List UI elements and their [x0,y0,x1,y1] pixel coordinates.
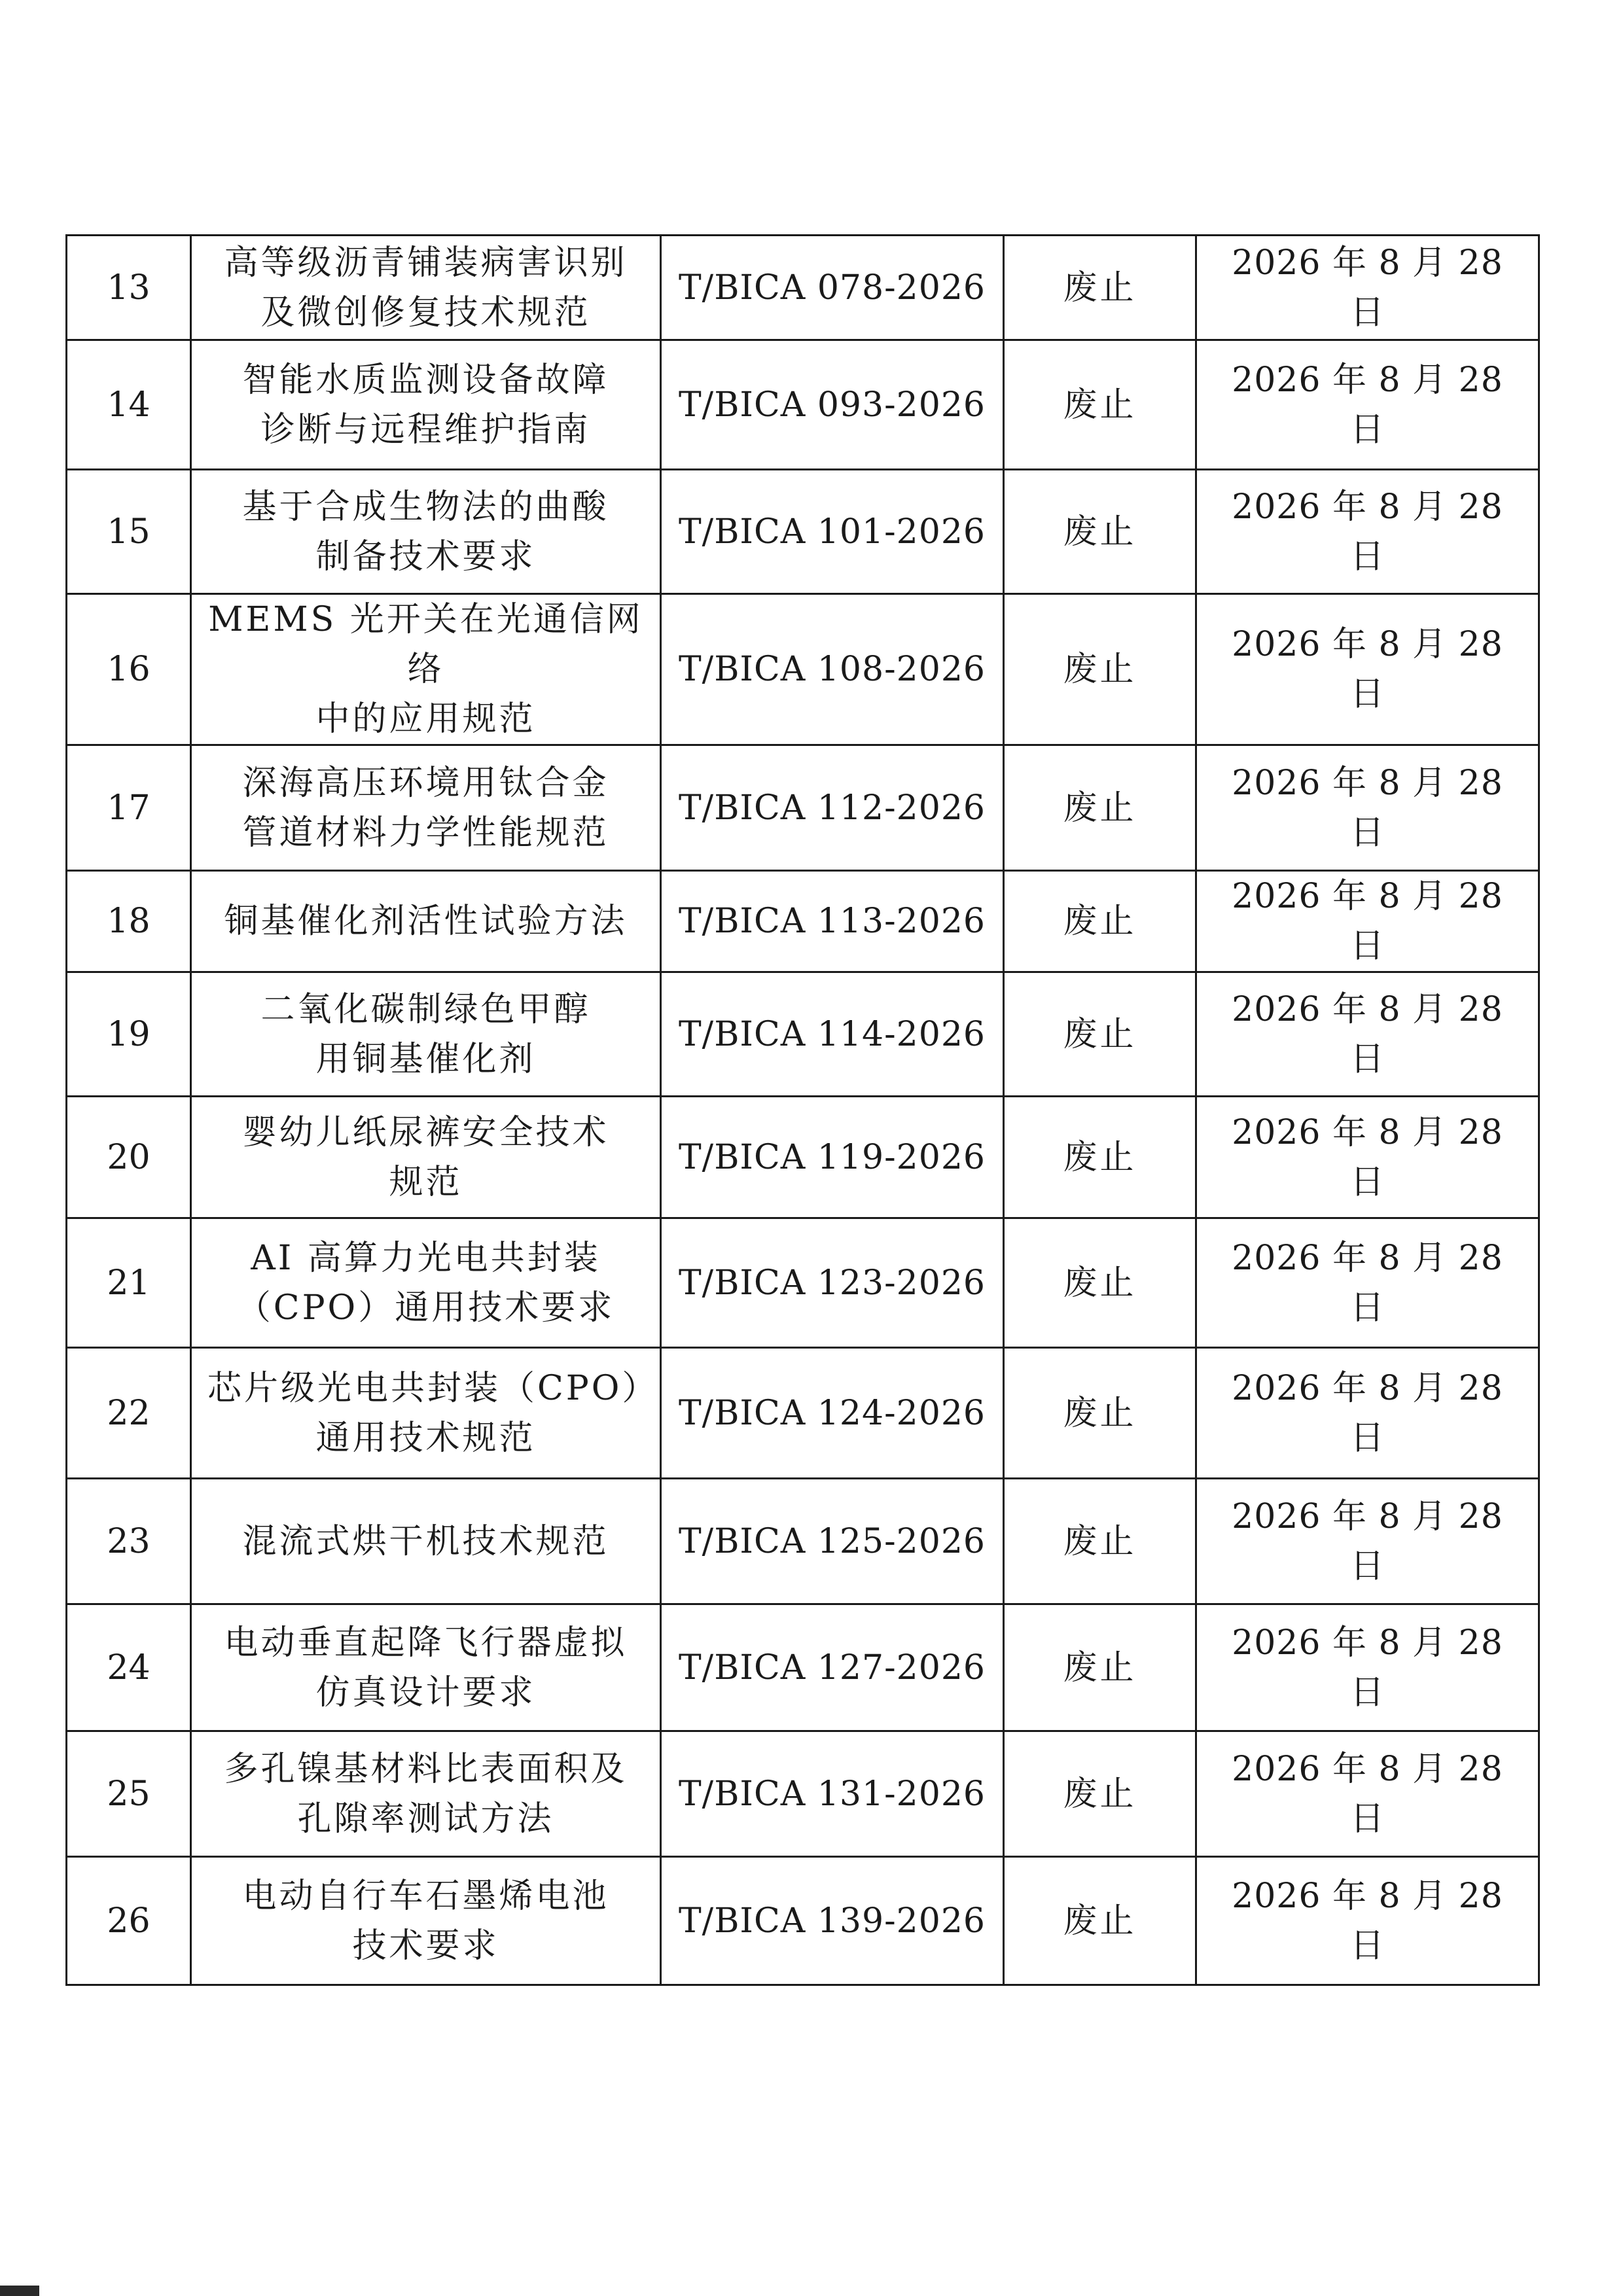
table-row [67,1857,1539,1985]
standard-code: T/BICA 119-2026 [661,1097,1004,1218]
effective-date: 2026 年 8 月 28 日 [1196,1097,1539,1218]
standard-status: 废止 [1004,1097,1196,1218]
standard-code: T/BICA 114-2026 [661,972,1004,1097]
effective-date: 2026 年 8 月 28 日 [1196,1731,1539,1857]
standard-name-line: 孔隙率测试方法 [297,1799,554,1839]
table-body [67,236,1539,1985]
standard-name-cell [191,1857,661,1985]
effective-date: 2026 年 8 月 28 日 [1196,470,1539,594]
standard-code: T/BICA 131-2026 [661,1731,1004,1857]
standard-name-line: 仿真设计要求 [315,1672,536,1712]
standard-code: T/BICA 123-2026 [661,1218,1004,1348]
standard-code: T/BICA 101-2026 [661,470,1004,594]
standard-status: 废止 [1004,1731,1196,1857]
standard-name-cell [191,1731,661,1857]
standard-name-cell [191,745,661,871]
row-number: 24 [67,1604,191,1731]
standard-name-cell [191,1479,661,1604]
standard-status: 废止 [1004,1218,1196,1348]
standard-name-cell [191,340,661,470]
row-number: 14 [67,340,191,470]
standard-status: 废止 [1004,236,1196,340]
standard-name-line: 制备技术要求 [315,537,536,576]
row-number: 26 [67,1857,191,1985]
standard-code: T/BICA 093-2026 [661,340,1004,470]
effective-date: 2026 年 8 月 28 日 [1196,1604,1539,1731]
table-row [67,1097,1539,1218]
standard-name-line: 电动自行车石墨烯电池 [242,1876,609,1916]
effective-date: 2026 年 8 月 28 日 [1196,340,1539,470]
standard-status: 废止 [1004,1857,1196,1985]
standard-code: T/BICA 127-2026 [661,1604,1004,1731]
standard-name-line: 管道材料力学性能规范 [242,813,609,853]
row-number: 20 [67,1097,191,1218]
table-row [67,1218,1539,1348]
standard-status: 废止 [1004,1604,1196,1731]
standard-name-cell [191,236,661,340]
row-number: 22 [67,1348,191,1479]
row-number: 18 [67,871,191,972]
effective-date: 2026 年 8 月 28 日 [1196,236,1539,340]
standard-name-line: 技术要求 [352,1926,499,1966]
table-row [67,1479,1539,1604]
standard-status: 废止 [1004,1348,1196,1479]
standard-name-line: 高等级沥青铺装病害识别 [224,243,628,283]
row-number: 15 [67,470,191,594]
standard-name-cell [191,871,661,972]
standard-name-cell [191,1218,661,1348]
standard-name-line: AI 高算力光电共封装 [251,1238,601,1278]
row-number: 23 [67,1479,191,1604]
effective-date: 2026 年 8 月 28 日 [1196,1348,1539,1479]
scan-corner-mark [0,2286,39,2296]
standard-name-line: 及微创修复技术规范 [260,292,591,332]
table-row [67,470,1539,594]
standard-name-cell [191,1604,661,1731]
standard-code: T/BICA 125-2026 [661,1479,1004,1604]
table-row [67,1348,1539,1479]
row-number: 13 [67,236,191,340]
standard-name-cell [191,594,661,745]
standard-name-line: 铜基催化剂活性试验方法 [224,902,628,941]
standard-name-line: 多孔镍基材料比表面积及 [224,1749,628,1789]
effective-date: 2026 年 8 月 28 日 [1196,1479,1539,1604]
standard-code: T/BICA 113-2026 [661,871,1004,972]
standard-status: 废止 [1004,470,1196,594]
standard-name-line: 智能水质监测设备故障 [242,360,609,400]
standard-code: T/BICA 139-2026 [661,1857,1004,1985]
standard-name-line: 二氧化碳制绿色甲醇 [260,989,591,1029]
effective-date: 2026 年 8 月 28 日 [1196,594,1539,745]
standard-name-line: 深海高压环境用钛合金 [242,763,609,803]
table-row [67,340,1539,470]
effective-date: 2026 年 8 月 28 日 [1196,972,1539,1097]
standard-name-line: 芯片级光电共封装（CPO） [207,1368,659,1408]
table-row [67,1731,1539,1857]
standard-code: T/BICA 124-2026 [661,1348,1004,1479]
standard-name-line: 规范 [389,1162,463,1202]
standard-name-line: 混流式烘干机技术规范 [242,1521,609,1561]
effective-date: 2026 年 8 月 28 日 [1196,1218,1539,1348]
table-row [67,1604,1539,1731]
row-number: 16 [67,594,191,745]
row-number: 17 [67,745,191,871]
standard-code: T/BICA 078-2026 [661,236,1004,340]
standard-code: T/BICA 112-2026 [661,745,1004,871]
standard-name-line: 基于合成生物法的曲酸 [242,487,609,527]
standard-status: 废止 [1004,871,1196,972]
standard-name-cell [191,972,661,1097]
standard-name-cell [191,470,661,594]
row-number: 19 [67,972,191,1097]
standard-name-line: 中的应用规范 [315,699,536,739]
standard-name-line: （CPO）通用技术要求 [236,1288,615,1328]
standard-name-line: MEMS 光开关在光通信网络 [208,600,643,689]
table-row [67,236,1539,340]
row-number: 25 [67,1731,191,1857]
standard-status: 废止 [1004,972,1196,1097]
standard-name-cell [191,1097,661,1218]
standard-name-line: 婴幼儿纸尿裤安全技术 [242,1112,609,1152]
effective-date: 2026 年 8 月 28 日 [1196,871,1539,972]
standard-name-line: 用铜基催化剂 [315,1039,536,1079]
standard-name-line: 通用技术规范 [315,1418,536,1458]
standard-status: 废止 [1004,745,1196,871]
standard-name-line: 电动垂直起降飞行器虚拟 [224,1623,628,1663]
effective-date: 2026 年 8 月 28 日 [1196,1857,1539,1985]
row-number: 21 [67,1218,191,1348]
table-row [67,871,1539,972]
standard-status: 废止 [1004,594,1196,745]
table-row [67,594,1539,745]
table-row [67,745,1539,871]
standard-name-cell [191,1348,661,1479]
table-row [67,972,1539,1097]
standard-name-line: 诊断与远程维护指南 [260,410,591,450]
standard-status: 废止 [1004,1479,1196,1604]
standard-status: 废止 [1004,340,1196,470]
standards-table [65,234,1540,1986]
effective-date: 2026 年 8 月 28 日 [1196,745,1539,871]
standard-code: T/BICA 108-2026 [661,594,1004,745]
